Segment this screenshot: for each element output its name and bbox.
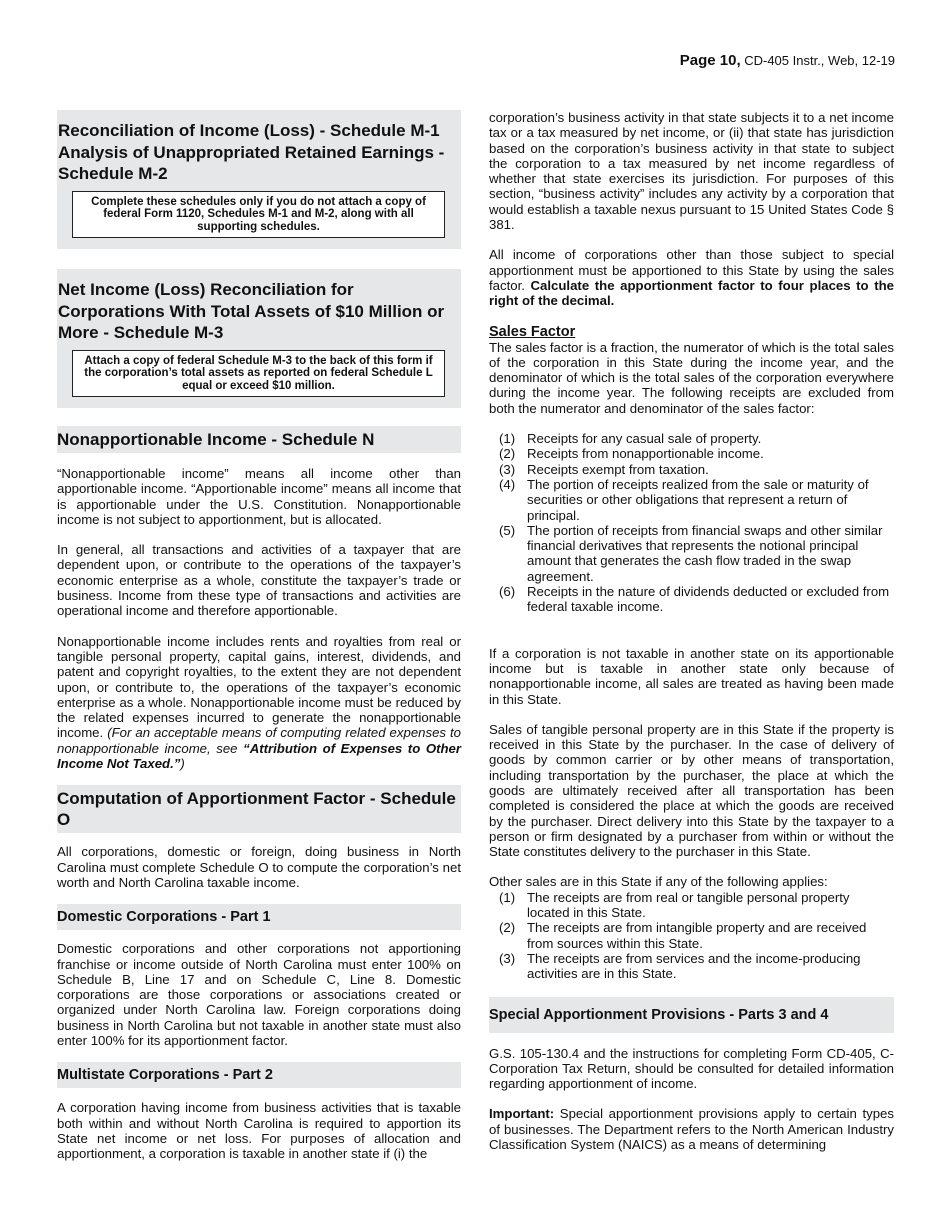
schedule-n-para-2: In general, all transactions and activities of a taxpayer that are dependent upon, or contribute to the operations of the taxpayer’s economic enterprise as a whole, constitute the taxpayer’s trade or business. Income from these type of transactions and activities are operational income and therefore apportionable. bbox=[57, 542, 461, 619]
right-para-6: G.S. 105-130.4 and the instructions for completing Form CD-405, C-Corporation Tax Return, should be consulted for detailed information regarding apportionment of income. bbox=[489, 1045, 894, 1092]
right-para-2-text: All income of corporations other than those subject to special apportionment must be apportioned to this State by using the sales factor. bbox=[489, 247, 894, 293]
schedule-m1-m2-note: Complete these schedules only if you do not attach a copy of federal Form 1120, Schedules M-1 and M-2, along with all supporting schedules. bbox=[72, 191, 445, 239]
page-header bbox=[680, 52, 895, 69]
right-para-7-text: Special apportionment provisions apply to certain types of businesses. The Department refers to the North American Industry Classification System (NAICS) as a means of determining bbox=[489, 1106, 894, 1153]
important-label: Important: bbox=[489, 1106, 555, 1122]
list-item bbox=[489, 951, 894, 982]
part-2-heading: Multistate Corporations - Part 2 bbox=[57, 1062, 461, 1088]
list-item-number: (2) bbox=[499, 446, 516, 462]
list-item bbox=[489, 920, 894, 951]
list-item bbox=[489, 523, 894, 584]
part-1-heading: Domestic Corporations - Part 1 bbox=[57, 904, 461, 930]
list-item bbox=[489, 462, 894, 477]
excluded-receipts-list bbox=[489, 431, 894, 615]
right-para-5: Other sales are in this State if any of the following applies: bbox=[489, 874, 828, 890]
list-item-number: (1) bbox=[499, 431, 516, 447]
list-item-number: (6) bbox=[499, 584, 516, 600]
part-1-para: Domestic corporations and other corporations not apportioning franchise or income outside of North Carolina must enter 100% on Schedule B, Line 17 and on Schedule C, Line 8. Domestic corporations are those corporations or associations created or organized under North Carolina law. Foreign corporations doing business in North Carolina but not taxable in another state must also enter 100% for its apportionment factor. bbox=[57, 941, 461, 1049]
schedule-m1-m2-heading: Reconciliation of Income (Loss) - Schedule M-1 Analysis of Unappropriated Retained Earnings - Schedule M-2 bbox=[58, 121, 445, 183]
list-item bbox=[489, 890, 894, 921]
schedule-n-para-3-text: Nonapportionable income includes rents and royalties from real or tangible personal property, capital gains, interest, dividends, and patent and copyright royalties, to the extent they are not dependent upon, or contribute to, the operations of the taxpayer’s economic enterprise as a whole. Nonapportionable income must be reduced by the related expenses incurred to generate the nonapportionable income. bbox=[57, 633, 461, 741]
list-item bbox=[489, 584, 894, 615]
list-item-number: (5) bbox=[499, 522, 516, 538]
list-item bbox=[489, 446, 894, 461]
schedule-m3-heading: Net Income (Loss) Reconciliation for Corporations With Total Assets of $10 Million or More - Schedule M-3 bbox=[58, 280, 445, 342]
right-para-3: If a corporation is not taxable in another state on its apportionable income but is taxable in another state only because of nonapportionable income, all sales are treated as having been made in this State. bbox=[489, 645, 894, 707]
right-para-1: corporation’s business activity in that state subjects it to a net income tax or a tax measured by net income, or (ii) that state has jurisdiction based on the corporation’s business activity in that state to subject the corporation to a tax measured by net income regardless of whether that state exercises its jurisdiction. For purposes of this section, “business activity” includes any activity by a corporation that would establish a taxable nexus pursuant to 15 United States Code § 381. bbox=[489, 110, 894, 233]
page-number: Page 10, bbox=[679, 52, 741, 69]
list-item-text: Receipts from nonapportionable income. bbox=[527, 446, 764, 462]
sales-factor-heading: Sales Factor bbox=[489, 323, 576, 340]
schedule-m3-box bbox=[57, 269, 461, 408]
list-item-number: (3) bbox=[499, 950, 516, 966]
list-item-number: (4) bbox=[499, 476, 516, 492]
list-item-number: (3) bbox=[499, 461, 516, 477]
schedule-o-heading: Computation of Apportionment Factor - Schedule O bbox=[57, 785, 461, 833]
schedule-n-heading: Nonapportionable Income - Schedule N bbox=[57, 426, 461, 453]
list-item-text: Receipts exempt from taxation. bbox=[527, 461, 709, 477]
special-apportionment-heading: Special Apportionment Provisions - Parts 3 and 4 bbox=[489, 997, 894, 1033]
right-para-7 bbox=[489, 1106, 894, 1152]
list-item-text: The receipts are from intangible property and are received from sources within this State. bbox=[527, 920, 867, 951]
schedule-o-para: All corporations, domestic or foreign, doing business in North Carolina must complete Schedule O to compute the corporation’s net worth and North Carolina taxable income. bbox=[57, 844, 461, 890]
list-item-text: Receipts for any casual sale of property. bbox=[527, 431, 762, 447]
schedule-n-para-3-close: ) bbox=[180, 756, 185, 772]
list-item-number: (1) bbox=[499, 889, 516, 905]
part-2-para: A corporation having income from business activities that is taxable both within and without North Carolina is required to apportion its State net income or net loss. For purposes of allocation and apportionment, a corporation is taxable in another state if (i) the bbox=[57, 1100, 461, 1162]
sales-factor-para: The sales factor is a fraction, the numerator of which is the total sales of the corporation in this State during the income year, and the denominator of which is the total sales of the corporation everywhere during the income year. The following receipts are excluded from both the numerator and denominator of the sales factor: bbox=[489, 339, 894, 416]
schedule-m3-note: Attach a copy of federal Schedule M-3 to the back of this form if the corporation’s total assets as reported on federal Schedule L equal or exceed $10 million. bbox=[72, 350, 445, 398]
schedule-m1-m2-box bbox=[57, 110, 461, 249]
right-para-4: Sales of tangible personal property are in this State if the property is received in this State by the purchaser. In the case of delivery of goods by common carrier or by other means of transportation, including transportation by the purchaser, the place at which the goods are ultimately received after all transportation has been completed is considered the place at which the goods are received by the purchaser. Direct delivery into this State by the taxpayer to a person or firm designated by a purchaser from within or without the State constitutes delivery to the purchaser in this State. bbox=[489, 721, 894, 860]
list-item-text: Receipts in the nature of dividends deducted or excluded from federal taxable income. bbox=[527, 584, 890, 615]
list-item-text: The portion of receipts from financial swaps and other similar financial derivatives that represents the notional principal amount that generates the cash flow traded in the swap agreement. bbox=[527, 522, 883, 584]
list-item-number: (2) bbox=[499, 920, 516, 936]
schedule-n-para-1: “Nonapportionable income” means all income other than apportionable income. “Apportionable income” means all income that is apportionable under the U.S. Constitution. Nonapportionable income is not subject to apportionment, but is allocated. bbox=[57, 466, 461, 527]
list-item-text: The receipts are from real or tangible personal property located in this State. bbox=[527, 889, 850, 921]
left-column bbox=[57, 110, 461, 1162]
list-item-text: The receipts are from services and the income-producing activities are in this State. bbox=[527, 950, 861, 982]
right-column bbox=[489, 110, 894, 1152]
list-item bbox=[489, 431, 894, 446]
attribution-reference: “Attribution of Expenses to Other Income Not Taxed.” bbox=[57, 740, 462, 772]
schedule-n-para-3-italic: (For an acceptable means of computing related expenses to nonapportionable income, see bbox=[57, 725, 462, 756]
list-item-text: The portion of receipts realized from the sale or maturity of securities or other obligations that represent a return of principal. bbox=[527, 476, 869, 523]
other-sales-list bbox=[489, 890, 894, 982]
right-para-2-bold: Calculate the apportionment factor to four places to the right of the decimal. bbox=[489, 277, 894, 309]
right-para-2 bbox=[489, 247, 894, 308]
form-id: CD-405 Instr., Web, 12-19 bbox=[740, 53, 895, 68]
schedule-n-para-3 bbox=[57, 634, 461, 772]
list-item bbox=[489, 477, 894, 523]
